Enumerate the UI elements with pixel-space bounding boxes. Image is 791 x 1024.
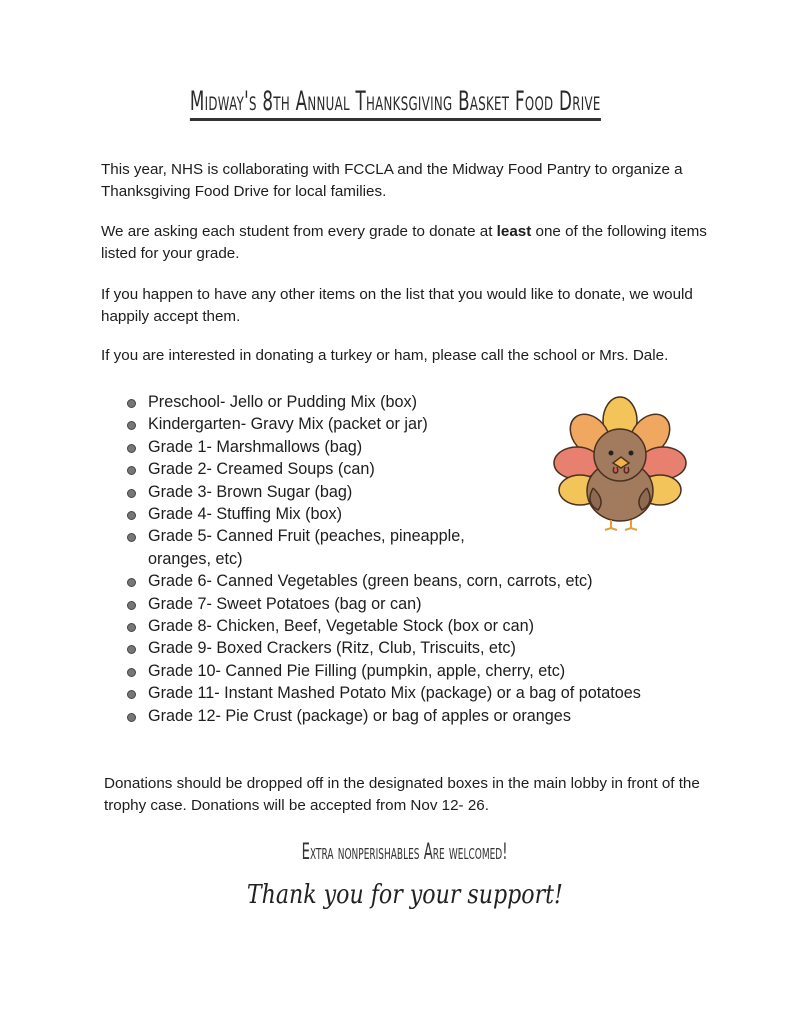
thank-you-note: Thank you for your support! — [246, 880, 564, 910]
donation-instructions: Donations should be dropped off in the designated boxes in the main lobby in front of the trophy case. Donations will be accepted from Nov 12- 26. — [104, 775, 700, 814]
list-item: Grade 6- Canned Vegetables (green beans, corn, carrots, etc) — [125, 570, 618, 592]
list-item: Grade 2- Creamed Soups (can) — [125, 458, 618, 480]
list-item: Kindergarten- Gravy Mix (packet or jar) — [125, 413, 618, 435]
list-item: Grade 1- Marshmallows (bag) — [125, 436, 618, 458]
turkey-illustration — [553, 393, 688, 538]
list-item: Grade 5- Canned Fruit (peaches, pineapple, oranges, etc) — [125, 525, 478, 570]
intro-paragraph: This year, NHS is collaborating with FCCLA and the Midway Food Pantry to organize a Thanksgiving Food Drive for local families. — [101, 161, 683, 200]
list-item: Grade 8- Chicken, Beef, Vegetable Stock (box or can) — [125, 615, 618, 637]
page-title: Midway's 8th Annual Thanksgiving Basket Food Drive — [0, 86, 791, 121]
list-item: Grade 4- Stuffing Mix (box) — [125, 503, 618, 525]
list-item: Grade 12- Pie Crust (package) or bag of apples or oranges — [125, 705, 618, 727]
list-item: Grade 10- Canned Pie Filling (pumpkin, apple, cherry, etc) — [125, 660, 618, 682]
list-item: Preschool- Jello or Pudding Mix (box) — [125, 391, 618, 413]
request-paragraph: We are asking each student from every grade to donate at least one of the following items listed for your grade. — [101, 223, 707, 262]
other-items-paragraph: If you happen to have any other items on the list that you would like to donate, we would happily accept them. — [101, 286, 693, 325]
list-item: Grade 11- Instant Mashed Potato Mix (package) or a bag of potatoes — [125, 682, 708, 704]
list-item: Grade 9- Boxed Crackers (Ritz, Club, Triscuits, etc) — [125, 637, 618, 659]
list-item: Grade 7- Sweet Potatoes (bag or can) — [125, 593, 618, 615]
extra-nonperishables-note: Extra nonperishables Are welcomed! — [302, 840, 508, 865]
turkey-ham-paragraph: If you are interested in donating a turkey or ham, please call the school or Mrs. Dale. — [101, 347, 669, 364]
list-item: Grade 3- Brown Sugar (bag) — [125, 481, 618, 503]
